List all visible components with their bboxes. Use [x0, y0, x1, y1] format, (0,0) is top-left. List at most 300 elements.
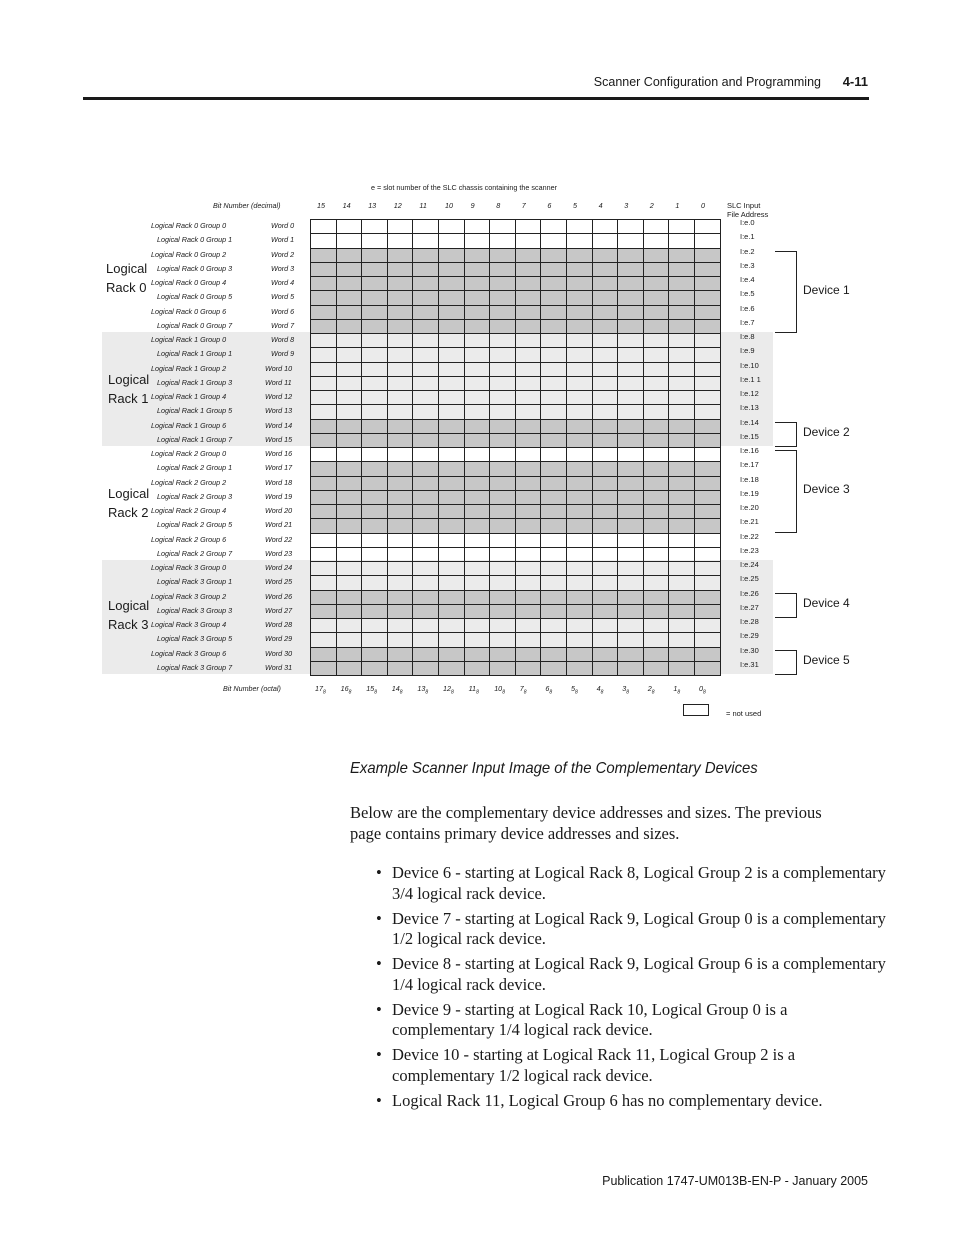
- bit-cell: [668, 661, 695, 676]
- bit-cell: [540, 347, 567, 362]
- decimal-bit-label: 10: [445, 201, 453, 210]
- bit-cell: [592, 419, 619, 434]
- bit-cell: [540, 362, 567, 377]
- bit-cell: [361, 433, 388, 448]
- group-label: Logical Rack 1 Group 7: [157, 434, 233, 444]
- bit-cell: [617, 632, 644, 647]
- bit-cell: [515, 533, 542, 548]
- octal-bit-label: $15_8$: [366, 684, 377, 696]
- bit-cell: [489, 248, 516, 263]
- bit-cell: [310, 362, 337, 377]
- bit-cell: [592, 461, 619, 476]
- bit-cell: [361, 248, 388, 263]
- bit-cell: [515, 590, 542, 605]
- bit-cell: [643, 433, 670, 448]
- word-label: Word 7: [271, 320, 295, 330]
- bit-cell: [540, 618, 567, 633]
- bit-cell: [464, 476, 491, 491]
- bit-cell: [310, 632, 337, 647]
- bit-cell: [412, 362, 439, 377]
- word-label: Word 14: [265, 420, 293, 430]
- bit-cell: [617, 575, 644, 590]
- bit-cell: [489, 547, 516, 562]
- file-address-label: I:e.14: [740, 417, 759, 427]
- bit-cell: [643, 533, 670, 548]
- bit-cell: [438, 362, 465, 377]
- bit-cell: [464, 390, 491, 405]
- group-label: Logical Rack 0 Group 6: [151, 306, 227, 316]
- device-bracket: [775, 422, 797, 448]
- bit-cell: [617, 362, 644, 377]
- bit-cell: [310, 447, 337, 462]
- bit-cell: [617, 376, 644, 391]
- bullet-icon: •: [376, 863, 382, 882]
- bit-cell: [464, 461, 491, 476]
- bit-cell: [566, 618, 593, 633]
- bit-cell: [566, 447, 593, 462]
- bit-cell: [464, 305, 491, 320]
- bit-cell: [668, 233, 695, 248]
- bit-cell: [361, 547, 388, 562]
- bit-cell: [464, 590, 491, 605]
- octal-bit-label: $11_8$: [468, 684, 479, 696]
- bit-cell: [694, 276, 721, 291]
- bit-cell: [310, 233, 337, 248]
- bit-cell: [387, 390, 414, 405]
- bit-cell: [310, 476, 337, 491]
- bit-cell: [336, 290, 363, 305]
- bit-cell: [694, 419, 721, 434]
- bit-cell: [336, 319, 363, 334]
- decimal-bit-label: 11: [419, 201, 427, 210]
- bit-cell: [643, 305, 670, 320]
- group-label: Logical Rack 1 Group 1: [157, 349, 233, 359]
- rack-label-line: Rack 2: [108, 505, 149, 520]
- bit-cell: [566, 319, 593, 334]
- bit-cell: [412, 419, 439, 434]
- octal-bit-label: $6_8$: [545, 684, 553, 696]
- file-address-label: I:e.25: [740, 574, 759, 584]
- rack-label-0: [106, 259, 147, 297]
- bit-cell: [515, 547, 542, 562]
- list-item: [376, 1000, 886, 1041]
- bit-number-decimal-label: Bit Number (decimal): [213, 201, 281, 210]
- bit-cell: [515, 262, 542, 277]
- bit-cell: [464, 347, 491, 362]
- bit-cell: [489, 419, 516, 434]
- bit-cell: [617, 647, 644, 662]
- bit-cell: [464, 248, 491, 263]
- bit-cell: [643, 461, 670, 476]
- word-label: Word 9: [271, 349, 295, 359]
- bit-cell: [617, 248, 644, 263]
- bit-cell: [643, 233, 670, 248]
- bit-cell: [438, 575, 465, 590]
- octal-bit-label: $4_8$: [596, 684, 604, 696]
- bit-cell: [464, 219, 491, 234]
- bit-cell: [515, 319, 542, 334]
- file-address-label: I:e.22: [740, 531, 759, 541]
- bit-cell: [464, 575, 491, 590]
- bullet-icon: •: [376, 954, 382, 973]
- bit-cell: [694, 590, 721, 605]
- bit-cell: [361, 447, 388, 462]
- bit-cell: [566, 262, 593, 277]
- bit-cell: [412, 661, 439, 676]
- group-label: Logical Rack 3 Group 1: [157, 577, 233, 587]
- bit-cell: [540, 632, 567, 647]
- bit-cell: [592, 362, 619, 377]
- bit-cell: [361, 647, 388, 662]
- file-address-label: I:e.1 1: [740, 374, 761, 384]
- bit-cell: [592, 319, 619, 334]
- bit-cell: [668, 490, 695, 505]
- list-item-text: Logical Rack 11, Logical Group 6 has no complementary device.: [392, 1090, 823, 1110]
- bit-cell: [336, 233, 363, 248]
- bit-cell: [540, 333, 567, 348]
- bit-cell: [566, 404, 593, 419]
- word-label: Word 13: [265, 406, 293, 416]
- bit-cell: [643, 618, 670, 633]
- bit-cell: [489, 305, 516, 320]
- bit-cell: [566, 233, 593, 248]
- bit-cell: [668, 333, 695, 348]
- bit-cell: [540, 404, 567, 419]
- bit-cell: [566, 248, 593, 263]
- bit-cell: [694, 461, 721, 476]
- group-label: Logical Rack 2 Group 2: [151, 477, 227, 487]
- file-address-label: I:e.30: [740, 645, 759, 655]
- rack-label-line: Rack 0: [106, 280, 147, 295]
- bit-cell: [617, 276, 644, 291]
- bit-cell: [515, 647, 542, 662]
- bit-cell: [592, 604, 619, 619]
- bit-cell: [668, 404, 695, 419]
- bit-cell: [592, 647, 619, 662]
- bit-cell: [566, 575, 593, 590]
- bit-cell: [617, 533, 644, 548]
- bit-cell: [310, 404, 337, 419]
- bit-cell: [387, 233, 414, 248]
- bit-cell: [515, 276, 542, 291]
- bit-cell: [694, 390, 721, 405]
- bit-cell: [694, 248, 721, 263]
- bit-cell: [617, 504, 644, 519]
- bit-cell: [566, 376, 593, 391]
- bit-cell: [668, 319, 695, 334]
- bit-cell: [361, 604, 388, 619]
- list-item-text: Device 10 - starting at Logical Rack 11, Logical Group 2 is a complementary 1/2 logical rack device.: [392, 1045, 796, 1085]
- bit-cell: [694, 533, 721, 548]
- bit-cell: [336, 347, 363, 362]
- device-bracket: [775, 450, 797, 533]
- decimal-bit-label: 0: [701, 201, 705, 210]
- rack-label-line: Rack 3: [108, 617, 149, 632]
- bit-cell: [617, 604, 644, 619]
- bit-cell: [566, 305, 593, 320]
- bit-cell: [336, 590, 363, 605]
- bit-cell: [643, 333, 670, 348]
- bit-cell: [464, 490, 491, 505]
- list-item: [376, 1045, 886, 1086]
- bit-cell: [617, 618, 644, 633]
- bit-cell: [310, 604, 337, 619]
- bit-cell: [412, 447, 439, 462]
- bit-cell: [361, 504, 388, 519]
- bit-cell: [566, 590, 593, 605]
- decimal-bit-label: 3: [624, 201, 629, 210]
- bit-cell: [668, 419, 695, 434]
- bit-cell: [592, 305, 619, 320]
- bit-cell: [336, 390, 363, 405]
- bit-cell: [387, 419, 414, 434]
- bit-cell: [489, 575, 516, 590]
- bullet-icon: •: [376, 1045, 382, 1064]
- bit-cell: [361, 262, 388, 277]
- bit-cell: [336, 447, 363, 462]
- slc-input-label: SLC Input: [727, 201, 761, 210]
- bit-cell: [464, 404, 491, 419]
- list-item-text: Device 6 - starting at Logical Rack 8, Logical Group 2 is a complementary 3/4 logical rack device.: [392, 863, 886, 903]
- rack-label-3: [108, 596, 149, 634]
- bit-cell: [310, 319, 337, 334]
- bit-cell: [540, 290, 567, 305]
- group-label: Logical Rack 2 Group 3: [157, 491, 233, 501]
- word-label: Word 25: [265, 577, 293, 587]
- bit-cell: [438, 390, 465, 405]
- word-label: Word 29: [265, 634, 293, 644]
- group-label: Logical Rack 2 Group 1: [157, 463, 233, 473]
- bit-cell: [515, 476, 542, 491]
- bit-cell: [617, 347, 644, 362]
- bit-cell: [489, 333, 516, 348]
- bit-cell: [387, 604, 414, 619]
- bit-cell: [310, 533, 337, 548]
- word-label: Word 26: [265, 591, 293, 601]
- bit-cell: [668, 647, 695, 662]
- file-address-label: I:e.1: [740, 232, 755, 242]
- bit-cell: [387, 290, 414, 305]
- bit-cell: [515, 575, 542, 590]
- bit-cell: [310, 290, 337, 305]
- device-label: Device 5: [803, 653, 850, 668]
- bit-cell: [310, 618, 337, 633]
- bit-cell: [464, 504, 491, 519]
- bit-cell: [566, 347, 593, 362]
- intro-paragraph: Below are the complementary device addresses and sizes. The previous page contains primary device addresses and sizes.: [350, 803, 822, 843]
- bit-cell: [310, 490, 337, 505]
- running-header-title: Scanner Configuration and Programming: [593, 75, 821, 89]
- bit-cell: [592, 518, 619, 533]
- bit-cell: [489, 590, 516, 605]
- file-address-label: I:e.8: [740, 332, 755, 341]
- list-item-text: Device 7 - starting at Logical Rack 9, Logical Group 0 is a complementary 1/2 logical rack device.: [392, 908, 886, 948]
- bit-cell: [412, 433, 439, 448]
- bit-cell: [515, 404, 542, 419]
- bit-cell: [336, 476, 363, 491]
- group-label: Logical Rack 2 Group 5: [157, 520, 233, 530]
- bit-cell: [412, 376, 439, 391]
- decimal-bit-label: 5: [573, 201, 577, 210]
- bit-cell: [412, 404, 439, 419]
- bit-cell: [694, 219, 721, 234]
- group-label: Logical Rack 1 Group 3: [157, 377, 233, 387]
- bit-cell: [668, 376, 695, 391]
- list-item: [376, 954, 886, 995]
- bit-cell: [464, 632, 491, 647]
- bit-cell: [464, 533, 491, 548]
- bit-cell: [668, 248, 695, 263]
- bit-cell: [412, 618, 439, 633]
- file-address-label: I:e.4: [740, 275, 755, 284]
- bit-cell: [438, 632, 465, 647]
- bit-cell: [387, 590, 414, 605]
- bit-cell: [540, 248, 567, 263]
- bit-cell: [592, 618, 619, 633]
- bit-cell: [668, 433, 695, 448]
- bit-cell: [361, 661, 388, 676]
- bit-cell: [489, 461, 516, 476]
- bit-cell: [668, 362, 695, 377]
- bit-cell: [489, 490, 516, 505]
- bit-cell: [310, 219, 337, 234]
- bit-cell: [361, 319, 388, 334]
- bit-cell: [592, 632, 619, 647]
- bit-cell: [438, 219, 465, 234]
- bit-cell: [668, 447, 695, 462]
- bit-cell: [592, 390, 619, 405]
- bit-cell: [540, 433, 567, 448]
- bit-cell: [617, 461, 644, 476]
- bit-cell: [617, 661, 644, 676]
- bit-cell: [361, 376, 388, 391]
- bit-cell: [412, 518, 439, 533]
- file-address-label: I:e.23: [740, 545, 759, 555]
- bit-cell: [464, 604, 491, 619]
- bit-cell: [694, 518, 721, 533]
- bit-cell: [515, 461, 542, 476]
- group-label: Logical Rack 0 Group 4: [151, 278, 227, 287]
- bit-cell: [361, 590, 388, 605]
- bit-cell: [489, 604, 516, 619]
- bit-cell: [464, 433, 491, 448]
- bit-cell: [438, 347, 465, 362]
- bit-cell: [540, 419, 567, 434]
- bit-cell: [592, 575, 619, 590]
- bit-cell: [361, 233, 388, 248]
- bit-cell: [617, 305, 644, 320]
- word-label: Word 1: [271, 235, 295, 245]
- bit-cell: [336, 547, 363, 562]
- bit-cell: [566, 504, 593, 519]
- file-address-label: I:e.19: [740, 488, 759, 498]
- group-label: Logical Rack 3 Group 5: [157, 634, 233, 644]
- bit-cell: [668, 533, 695, 548]
- file-address-label: I:e.21: [740, 517, 759, 527]
- bit-cell: [643, 661, 670, 676]
- word-label: Word 12: [265, 392, 293, 401]
- bit-cell: [515, 219, 542, 234]
- bit-cell: [336, 248, 363, 263]
- group-label: Logical Rack 0 Group 1: [157, 235, 233, 245]
- bit-cell: [566, 276, 593, 291]
- bit-cell: [592, 262, 619, 277]
- bit-cell: [643, 647, 670, 662]
- bit-cell: [438, 305, 465, 320]
- bit-cell: [336, 333, 363, 348]
- bit-cell: [361, 632, 388, 647]
- bit-cell: [464, 233, 491, 248]
- octal-bit-label: $1_8$: [673, 684, 681, 696]
- bit-cell: [540, 319, 567, 334]
- bit-cell: [464, 362, 491, 377]
- bit-cell: [540, 547, 567, 562]
- decimal-bit-label: 9: [470, 201, 475, 210]
- bit-cell: [412, 390, 439, 405]
- bit-cell: [412, 604, 439, 619]
- group-label: Logical Rack 0 Group 2: [151, 249, 227, 259]
- bit-cell: [566, 476, 593, 491]
- bit-cell: [694, 347, 721, 362]
- bit-cell: [592, 561, 619, 576]
- bit-cell: [336, 362, 363, 377]
- file-address-label: I:e.5: [740, 289, 755, 299]
- bit-cell: [592, 376, 619, 391]
- bit-cell: [464, 333, 491, 348]
- octal-bit-label: $13_8$: [417, 684, 429, 696]
- bit-cell: [489, 647, 516, 662]
- bit-cell: [694, 262, 721, 277]
- octal-bit-label: $17_8$: [315, 684, 326, 696]
- bit-cell: [643, 347, 670, 362]
- bit-cell: [566, 561, 593, 576]
- bit-cell: [489, 390, 516, 405]
- slot-note: e = slot number of the SLC chassis containing the scanner: [371, 183, 557, 192]
- bit-cell: [438, 276, 465, 291]
- bit-cell: [540, 604, 567, 619]
- bit-cell: [694, 290, 721, 305]
- word-label: Word 16: [265, 449, 293, 458]
- bit-cell: [438, 333, 465, 348]
- bit-cell: [361, 404, 388, 419]
- bit-cell: [310, 433, 337, 448]
- bit-cell: [310, 333, 337, 348]
- bit-cell: [387, 476, 414, 491]
- bit-cell: [643, 319, 670, 334]
- bit-cell: [387, 362, 414, 377]
- octal-bit-label: $10_8$: [494, 684, 505, 696]
- bit-cell: [515, 233, 542, 248]
- bit-cell: [540, 376, 567, 391]
- file-address-label: I:e.15: [740, 431, 759, 441]
- bit-cell: [515, 433, 542, 448]
- bit-cell: [310, 347, 337, 362]
- bit-cell: [412, 333, 439, 348]
- bit-cell: [336, 461, 363, 476]
- publication-footer: Publication 1747-UM013B-EN-P - January 2005: [602, 1174, 868, 1188]
- bit-cell: [668, 262, 695, 277]
- bit-cell: [438, 461, 465, 476]
- bit-cell: [489, 362, 516, 377]
- bit-cell: [643, 476, 670, 491]
- bit-cell: [540, 390, 567, 405]
- bit-cell: [361, 419, 388, 434]
- bit-cell: [438, 404, 465, 419]
- legend-label: = not used: [726, 709, 762, 718]
- file-address-label: I:e.29: [740, 631, 759, 641]
- bit-cell: [540, 661, 567, 676]
- bit-cell: [387, 490, 414, 505]
